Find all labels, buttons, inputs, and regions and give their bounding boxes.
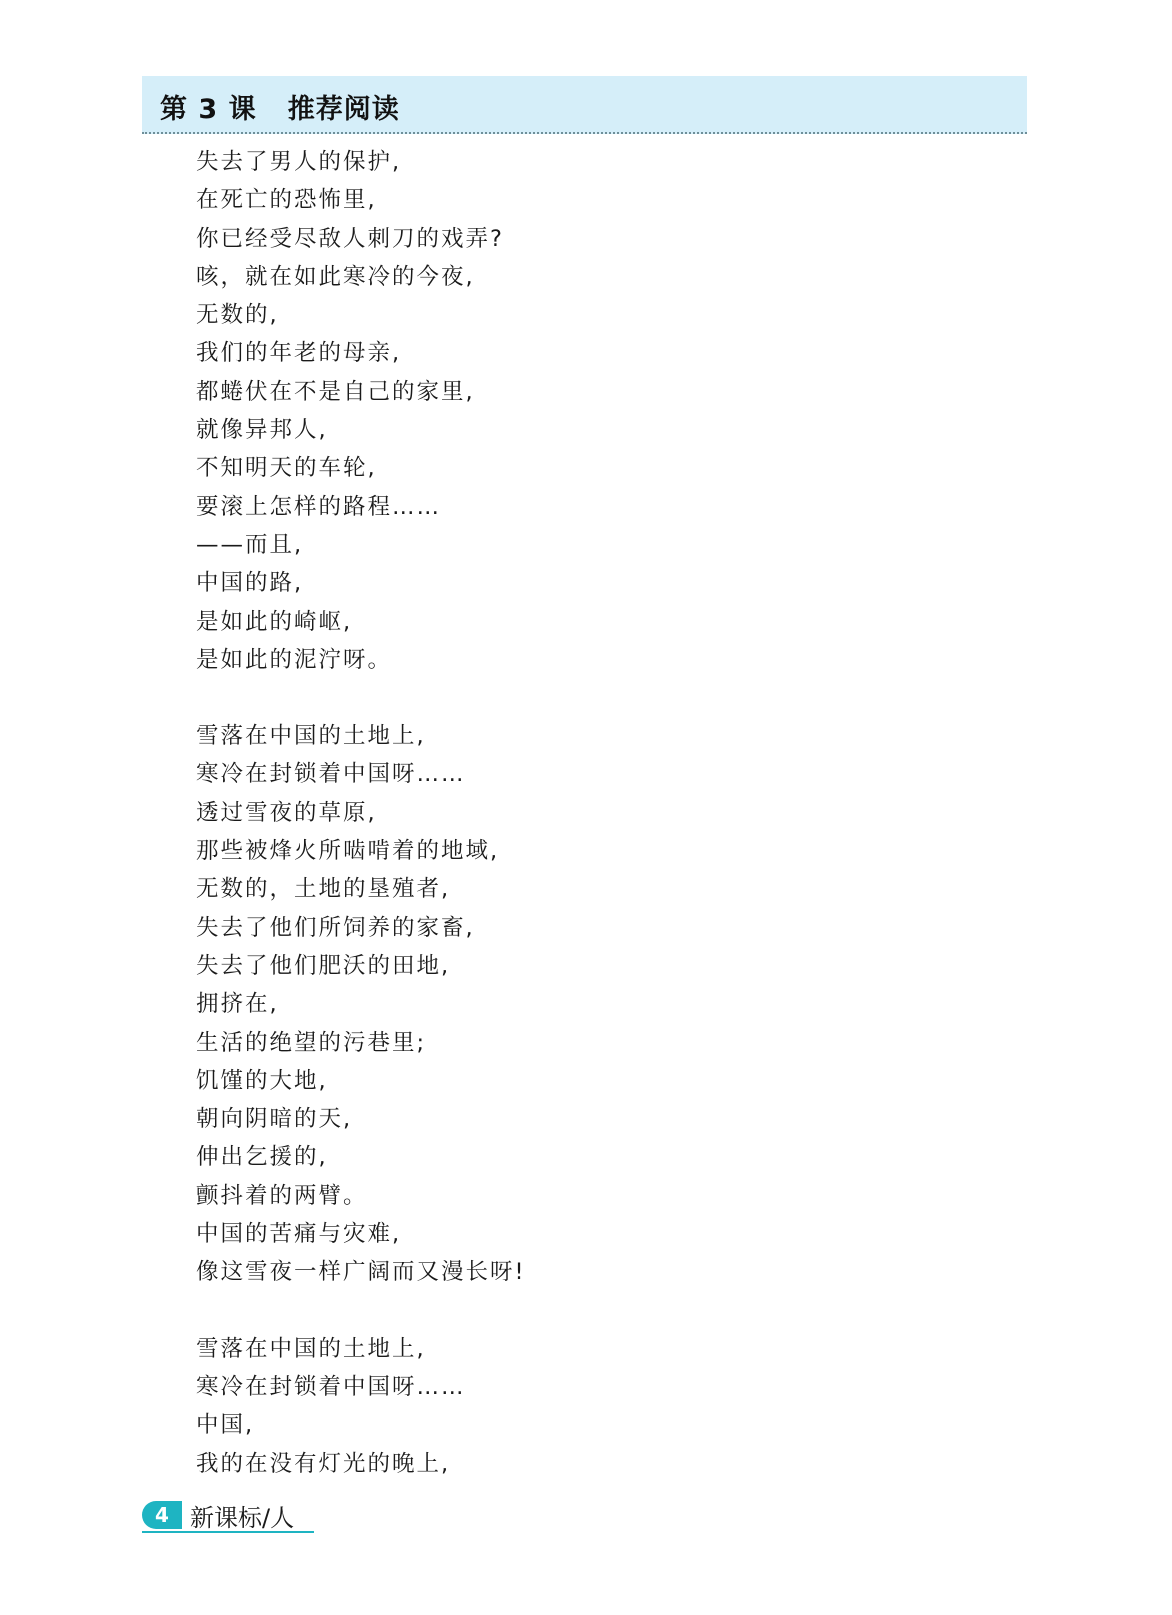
stanza-2 <box>196 717 996 1291</box>
poem-line: 失去了男人的保护, <box>196 149 402 175</box>
footer-underline <box>142 1531 314 1533</box>
poem-line: 无数的, <box>196 302 279 329</box>
stanza-1 <box>196 143 996 679</box>
page-footer <box>142 1498 294 1532</box>
poem-line: 雪落在中国的土地上, <box>196 1335 426 1362</box>
poem-line: 你已经受尽敌人刺刀的戏弄? <box>196 225 504 252</box>
poem-line: 咳，就在如此寒冷的今夜, <box>196 263 475 290</box>
poem-line: 中国的路, <box>196 570 304 597</box>
poem-line: 饥馑的大地, <box>196 1067 328 1094</box>
poem-line: 那些被烽火所啮啃着的地域, <box>196 838 500 865</box>
poem-line: 就像异邦人, <box>196 417 328 444</box>
poem-line: 要滚上怎样的路程…… <box>196 493 442 520</box>
lesson-title: 第 3 课 推荐阅读 <box>160 94 400 125</box>
poem-line: 无数的，土地的垦殖者, <box>196 876 451 903</box>
poem-line: 中国的苦痛与灾难, <box>196 1221 402 1248</box>
poem-line: 雪落在中国的土地上, <box>196 723 426 750</box>
lesson-header <box>142 76 1027 134</box>
poem-line: 生活的绝望的污巷里; <box>196 1029 427 1056</box>
page-number-badge: 4 <box>142 1501 182 1529</box>
poem-line: 是如此的泥泞呀。 <box>196 646 393 673</box>
poem-line: 都蜷伏在不是自己的家里, <box>196 378 475 405</box>
poem-line: 中国, <box>196 1412 255 1439</box>
poem-line: 在死亡的恐怖里, <box>196 187 377 214</box>
poem-line: 寒冷在封锁着中国呀…… <box>196 761 466 788</box>
poem-line: 像这雪夜一样广阔而又漫长呀! <box>196 1259 526 1286</box>
stanza-3 <box>196 1330 996 1483</box>
poem-line: 拥挤在, <box>196 991 279 1018</box>
poem-line: 是如此的崎岖, <box>196 608 353 635</box>
poem-line: 失去了他们肥沃的田地, <box>196 952 451 979</box>
poem-line: 颤抖着的两臂。 <box>196 1182 368 1209</box>
poem-line: 失去了他们所饲养的家畜, <box>196 914 475 941</box>
poem-line: 不知明天的车轮, <box>196 455 377 482</box>
poem-body <box>196 143 996 1521</box>
poem-line: 伸出乞援的, <box>196 1144 328 1171</box>
poem-line: 我的在没有灯光的晚上, <box>196 1450 451 1477</box>
book-series-label: 新课标/人 <box>190 1503 295 1532</box>
poem-line: ——而且, <box>196 531 304 558</box>
poem-line: 寒冷在封锁着中国呀…… <box>196 1373 466 1400</box>
poem-line: 我们的年老的母亲, <box>196 340 402 367</box>
poem-line: 透过雪夜的草原, <box>196 799 377 826</box>
poem-line: 朝向阴暗的天, <box>196 1106 353 1133</box>
